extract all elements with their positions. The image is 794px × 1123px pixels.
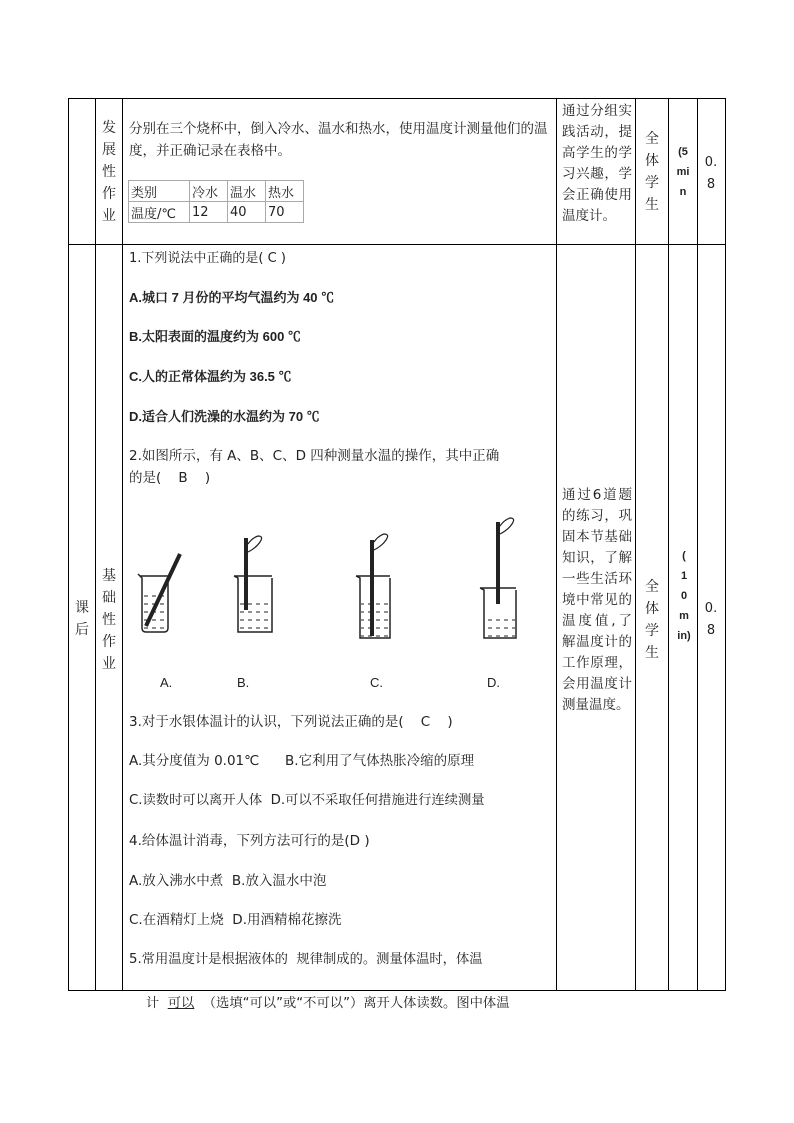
- q1-option-d: D.适合人们洗澡的水温约为 70 ℃: [129, 409, 320, 424]
- q4-options-ab: A.放入沸水中煮 B.放入温水中泡: [129, 873, 327, 889]
- col-border-4: [635, 98, 636, 991]
- beaker-d: [480, 518, 516, 638]
- table-row-label: 温度/℃: [129, 202, 190, 223]
- table-top-border: [68, 98, 726, 99]
- question-5-line2: 计 可以 （选填“可以”或“不可以”）离开人体读数。图中体温: [145, 996, 510, 1011]
- q5-answer: 可以: [167, 996, 195, 1011]
- table-value-warm: 40: [228, 202, 266, 223]
- beaker-a: [138, 554, 180, 632]
- fig-label-c: C.: [370, 675, 383, 690]
- row1-content: 分别在三个烧杯中，倒入冷水、温水和热水，使用温度计测量他们的温度，并正确记录在表格中。: [129, 121, 548, 159]
- row2-audience: 全 体 学 生: [645, 579, 659, 661]
- question-1: 1.下列说法中正确的是( C ): [129, 251, 286, 266]
- col-border-0: [68, 98, 69, 991]
- row1-goal: 通过分组实践活动，提高学生的学习兴趣，学会正确使用温度计。: [562, 103, 632, 224]
- row2-score: 0. 8: [704, 601, 718, 638]
- row2-time: ( 1 0 m in): [677, 550, 691, 642]
- q1-option-c: C.人的正常体温约为 36.5 ℃: [129, 369, 292, 384]
- question-3: 3.对于水银体温计的认识，下列说法正确的是( C ): [129, 714, 453, 730]
- col-border-2: [122, 98, 123, 991]
- row1-audience: 全 体 学 生: [645, 131, 659, 213]
- question-2-line1: 2.如图所示，有 A、B、C、D 四种测量水温的操作，其中正确: [129, 448, 500, 464]
- col-border-1: [95, 98, 96, 991]
- row2-goal: 通过6道题的练习，巩固本节基础知识，了解一些生活环境中常见的温度值,了解温度计的工作原理，会用温度计测量温度。: [562, 487, 632, 713]
- beaker-figure: [128, 512, 548, 682]
- question-5-line1: 5.常用温度计是根据液体的 规律制成的。测量体温时，体温: [129, 952, 483, 967]
- beaker-c: [356, 534, 390, 638]
- q3-options-ab: A.其分度值为 0.01℃ B.它利用了气体热胀冷缩的原理: [129, 753, 475, 769]
- row1-time: (5 mi n: [676, 146, 690, 198]
- table-header-category: 类别: [129, 181, 190, 202]
- table-header-hot: 热水: [266, 181, 304, 202]
- table-value-cold: 12: [190, 202, 228, 223]
- col-border-3: [556, 98, 557, 991]
- row1-score: 0. 8: [704, 155, 718, 192]
- table-value-hot: 70: [266, 202, 304, 223]
- col-border-6: [697, 98, 698, 991]
- q3-options-cd: C.读数时可以离开人体 D.可以不采取任何措施进行连续测量: [129, 793, 485, 808]
- row2-stage-label: 课 后: [75, 600, 89, 638]
- question-2-line2: 的是( B ): [129, 470, 211, 486]
- beaker-b: [234, 536, 272, 632]
- fig-label-d: D.: [487, 675, 500, 690]
- col-border-5: [668, 98, 669, 991]
- q4-options-cd: C.在酒精灯上烧 D.用酒精棉花擦洗: [129, 912, 342, 928]
- col-border-7: [725, 98, 726, 991]
- question-4: 4.给体温计消毒，下列方法可行的是(D ): [129, 833, 370, 849]
- fig-label-b: B.: [237, 675, 250, 690]
- table-header-warm: 温水: [228, 181, 266, 202]
- row1-type-label: 发 展 性 作 业: [102, 120, 116, 224]
- row-divider: [68, 244, 726, 245]
- row2-type-label: 基 础 性 作 业: [102, 568, 116, 672]
- q1-option-a: A.城口 7 月份的平均气温约为 40 ℃: [129, 290, 335, 305]
- table-header-cold: 冷水: [190, 181, 228, 202]
- fig-label-a: A.: [160, 675, 173, 690]
- temperature-record-table: [128, 180, 304, 223]
- q1-option-b: B.太阳表面的温度约为 600 ℃: [129, 329, 301, 344]
